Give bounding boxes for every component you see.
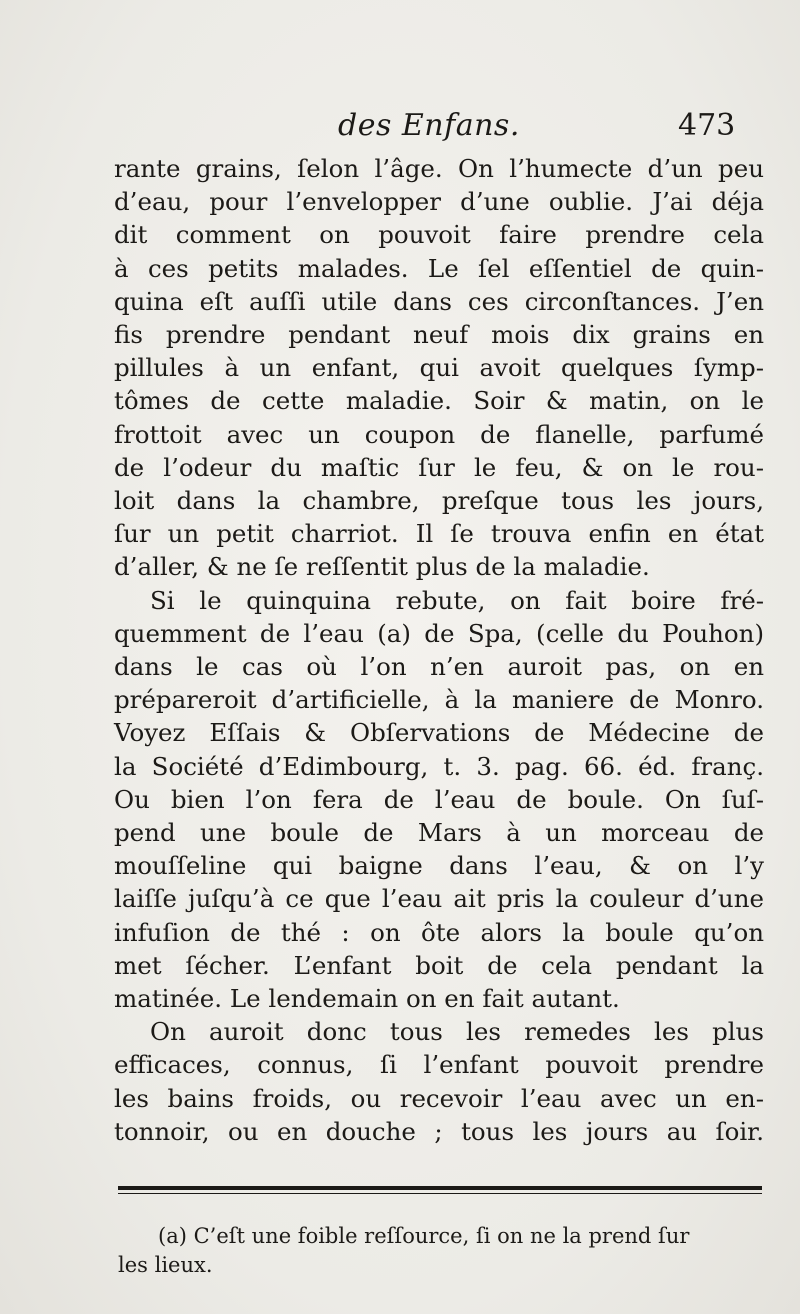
- footnote: [118, 1222, 764, 1280]
- footnote-line: (a) C’eſt une foible reſſource, ſi on ne la prend ſur: [158, 1224, 690, 1248]
- text-line: loit dans la chambre, preſque tous les jours,: [114, 486, 764, 516]
- text-line: frottoit avec un coupon de flanelle, parfumé: [114, 419, 764, 449]
- paragraph-start: Si le quinquina rebute, on fait boire fré-: [150, 585, 764, 615]
- text-line: d’eau, pour l’envelopper d’une oublie. J’ai déja: [114, 187, 764, 217]
- text-line: de l’odeur du maſtic ſur le feu, & on le rou-: [114, 452, 764, 482]
- text-line: tonnoir, ou en douche ; tous les jours au ſoir.: [114, 1116, 764, 1146]
- text-line: tômes de cette maladie. Soir & matin, on le: [114, 386, 764, 416]
- text-line: d’aller, & ne ſe reſſentit plus de la maladie.: [114, 552, 650, 582]
- text-line: laiſſe juſqu’à ce que l’eau ait pris la couleur d’une: [114, 884, 764, 914]
- text-line: pillules à un enfant, qui avoit quelques ſymp-: [114, 353, 764, 383]
- page-number: 473: [678, 108, 736, 143]
- text-line: infuſion de thé : on ôte alors la boule qu’on: [114, 917, 764, 947]
- text-line: quemment de l’eau (a) de Spa, (celle du Pouhon): [114, 618, 764, 648]
- footnote-divider: [118, 1186, 762, 1190]
- text-line: les bains froids, ou recevoir l’eau avec un en-: [114, 1083, 764, 1113]
- text-line: dans le cas où l’on n’en auroit pas, on en: [114, 652, 764, 682]
- body-text: [114, 152, 764, 1148]
- footnote-line: les lieux.: [118, 1253, 213, 1277]
- text-line: la Société d’Edimbourg, t. 3. pag. 66. éd. franç.: [114, 751, 764, 781]
- paragraph-start: On auroit donc tous les remedes les plus: [150, 1017, 764, 1047]
- text-line: mouſſeline qui baigne dans l’eau, & on l’y: [114, 851, 764, 881]
- text-line: efficaces, connus, ſi l’enfant pouvoit prendre: [114, 1050, 764, 1080]
- text-line: pend une boule de Mars à un morceau de: [114, 818, 764, 848]
- text-line: prépareroit d’artificielle, à la maniere de Monro.: [114, 685, 764, 715]
- text-line: quina eſt auſſi utile dans ces circonſtances. J’en: [114, 286, 764, 316]
- text-line: met ſécher. L’enfant boit de cela pendant la: [114, 950, 764, 980]
- text-line: fis prendre pendant neuf mois dix grains en: [114, 320, 764, 350]
- text-line: à ces petits malades. Le ſel eſſentiel de quin-: [114, 253, 764, 283]
- text-line: dit comment on pouvoit faire prendre cela: [114, 220, 764, 250]
- footnote-divider-thin: [118, 1193, 762, 1194]
- text-line: rante grains, ſelon l’âge. On l’humecte d’un peu: [114, 154, 764, 183]
- text-line: ſur un petit charriot. Il ſe trouva enfin en état: [114, 519, 764, 549]
- page-header: [0, 108, 800, 148]
- running-title: des Enfans.: [338, 108, 520, 143]
- text-line: Voyez Eſſais & Obſervations de Médecine de: [114, 718, 764, 748]
- text-line: Ou bien l’on fera de l’eau de boule. On ſuſ-: [114, 784, 764, 814]
- text-line: matinée. Le lendemain on en fait autant.: [114, 984, 620, 1014]
